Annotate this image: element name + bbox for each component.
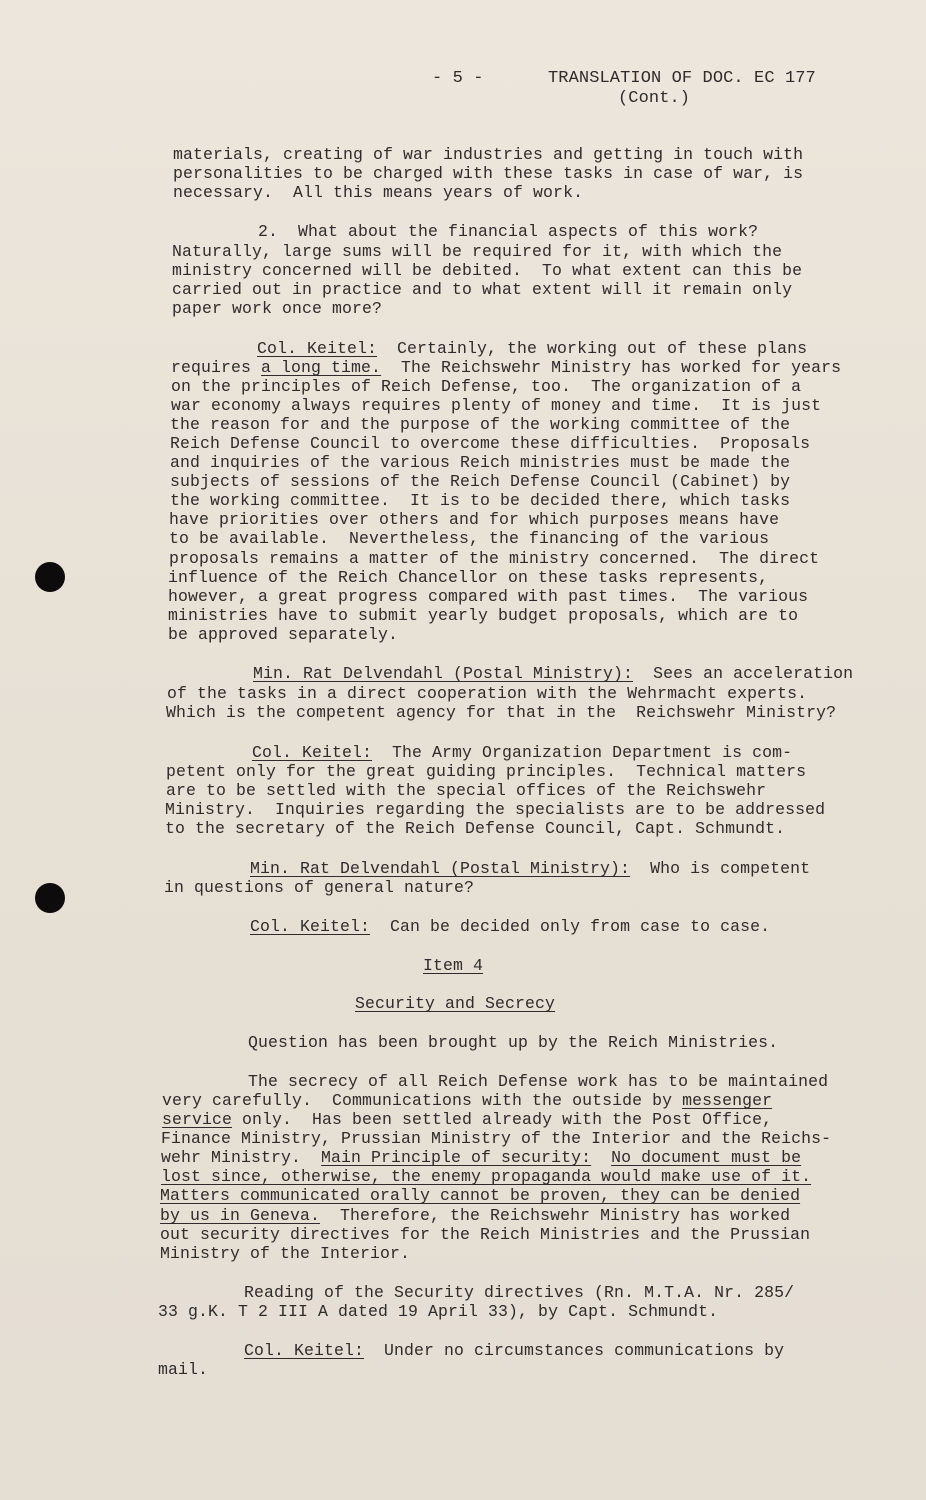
body-line: ministry concerned will be debited. To what extent can this be bbox=[172, 261, 803, 280]
speaker-name: Col. Keitel: bbox=[250, 917, 371, 936]
body-text: very carefully. Communications with the outside by bbox=[162, 1091, 683, 1110]
body-line: carried out in practice and to what extent will it remain only bbox=[172, 280, 793, 299]
body-text: requires bbox=[171, 358, 262, 377]
underlined-line: Matters communicated orally cannot be proven, they can be denied bbox=[160, 1186, 801, 1205]
body-line: Which is the competent agency for that in the Reichswehr Ministry? bbox=[166, 703, 837, 722]
body-line: Reich Defense Council to overcome these difficulties. Proposals bbox=[170, 434, 811, 453]
underlined-text: a long time. bbox=[261, 358, 382, 377]
underlined-text: service bbox=[162, 1110, 233, 1129]
page-number: - 5 - bbox=[432, 69, 484, 88]
body-text: wehr Ministry. bbox=[161, 1148, 322, 1167]
body-line: proposals remains a matter of the ministry concerned. The direct bbox=[169, 549, 820, 568]
body-text: Sees an acceleration bbox=[633, 664, 854, 683]
underlined-text: No document must be bbox=[611, 1148, 802, 1167]
body-line bbox=[171, 359, 841, 377]
body-line bbox=[162, 1092, 772, 1110]
body-text: Certainly, the working out of these plans bbox=[377, 339, 808, 358]
body-line: to the secretary of the Reich Defense Council, Capt. Schmundt. bbox=[165, 819, 786, 838]
body-line: Question has been brought up by the Reich Ministries. bbox=[248, 1033, 779, 1052]
item-heading: Item 4 bbox=[423, 956, 484, 975]
body-line: however, a great progress compared with past times. The various bbox=[168, 587, 809, 606]
speaker-paragraph-start bbox=[252, 744, 792, 762]
body-line: personalities to be charged with these tasks in case of war, is bbox=[173, 164, 804, 183]
speaker-name: Min. Rat Delvendahl (Postal Ministry): bbox=[253, 664, 634, 683]
body-line: The secrecy of all Reich Defense work has to be maintained bbox=[248, 1072, 829, 1091]
speaker-paragraph-start bbox=[244, 1342, 784, 1360]
body-line: out security directives for the Reich Ministries and the Prussian bbox=[160, 1225, 811, 1244]
body-line: be approved separately. bbox=[168, 625, 399, 644]
document-title-cont: (Cont.) bbox=[618, 89, 691, 108]
body-line bbox=[161, 1149, 801, 1167]
body-line: ministries have to submit yearly budget proposals, which are to bbox=[168, 606, 799, 625]
body-line: Finance Ministry, Prussian Ministry of the Interior and the Reichs- bbox=[161, 1129, 832, 1148]
section-heading: Security and Secrecy bbox=[355, 994, 556, 1013]
body-line: mail. bbox=[158, 1360, 209, 1379]
body-text: Therefore, the Reichswehr Ministry has worked bbox=[320, 1206, 791, 1225]
body-line: the reason for and the purpose of the working committee of the bbox=[170, 415, 791, 434]
body-line: are to be settled with the special offices of the Reichswehr bbox=[166, 781, 767, 800]
body-line: on the principles of Reich Defense, too. The organization of a bbox=[171, 377, 802, 396]
body-line: 33 g.K. T 2 III A dated 19 April 33), by Capt. Schmundt. bbox=[158, 1302, 719, 1321]
body-line: of the tasks in a direct cooperation with the Wehrmacht experts. bbox=[167, 684, 808, 703]
speaker-name: Col. Keitel: bbox=[244, 1341, 365, 1360]
body-line: necessary. All this means years of work. bbox=[173, 183, 584, 202]
body-line bbox=[160, 1207, 790, 1225]
body-line: and inquiries of the various Reich ministries must be made the bbox=[170, 453, 791, 472]
underlined-line: lost since, otherwise, the enemy propaganda would make use of it. bbox=[161, 1167, 812, 1186]
body-line: Ministry. Inquiries regarding the specialists are to be addressed bbox=[165, 800, 826, 819]
body-line: materials, creating of war industries and getting in touch with bbox=[173, 145, 804, 164]
punch-hole bbox=[35, 562, 65, 592]
body-line: Reading of the Security directives (Rn. M.T.A. Nr. 285/ bbox=[244, 1283, 795, 1302]
body-text: Can be decided only from case to case. bbox=[370, 917, 771, 936]
body-text: Who is competent bbox=[630, 859, 811, 878]
body-line: Naturally, large sums will be required for it, with which the bbox=[172, 242, 783, 261]
body-line: paper work once more? bbox=[172, 299, 383, 318]
document-title: TRANSLATION OF DOC. EC 177 bbox=[548, 69, 816, 88]
underlined-text: Main Principle of security: bbox=[321, 1148, 592, 1167]
body-line: subjects of sessions of the Reich Defense Council (Cabinet) by bbox=[170, 472, 791, 491]
body-line: influence of the Reich Chancellor on these tasks represents, bbox=[168, 568, 769, 587]
body-line: 2. What about the financial aspects of this work? bbox=[258, 222, 759, 241]
body-text bbox=[591, 1148, 611, 1167]
punch-hole bbox=[35, 883, 65, 913]
speaker-paragraph-start bbox=[257, 340, 807, 358]
body-text: Under no circumstances communications by bbox=[364, 1341, 785, 1360]
body-text: The Reichswehr Ministry has worked for years bbox=[381, 358, 842, 377]
speaker-name: Col. Keitel: bbox=[252, 743, 373, 762]
body-text: The Army Organization Department is com- bbox=[372, 743, 793, 762]
speaker-paragraph-start bbox=[250, 860, 810, 878]
body-line: petent only for the great guiding principles. Technical matters bbox=[166, 762, 807, 781]
speaker-name: Col. Keitel: bbox=[257, 339, 378, 358]
body-line bbox=[162, 1111, 772, 1129]
body-line: Ministry of the Interior. bbox=[160, 1244, 411, 1263]
body-line: the working committee. It is to be decided there, which tasks bbox=[170, 491, 791, 510]
speaker-paragraph-start bbox=[253, 665, 853, 683]
body-line: have priorities over others and for which purposes means have bbox=[169, 510, 780, 529]
underlined-text: by us in Geneva. bbox=[160, 1206, 321, 1225]
body-line: in questions of general nature? bbox=[164, 878, 475, 897]
body-line: to be available. Nevertheless, the financing of the various bbox=[169, 529, 770, 548]
body-text: only. Has been settled already with the Post Office, bbox=[232, 1110, 773, 1129]
body-line: war economy always requires plenty of money and time. It is just bbox=[171, 396, 822, 415]
speaker-name: Min. Rat Delvendahl (Postal Ministry): bbox=[250, 859, 631, 878]
underlined-text: messenger bbox=[682, 1091, 773, 1110]
speaker-paragraph-start bbox=[250, 918, 770, 936]
